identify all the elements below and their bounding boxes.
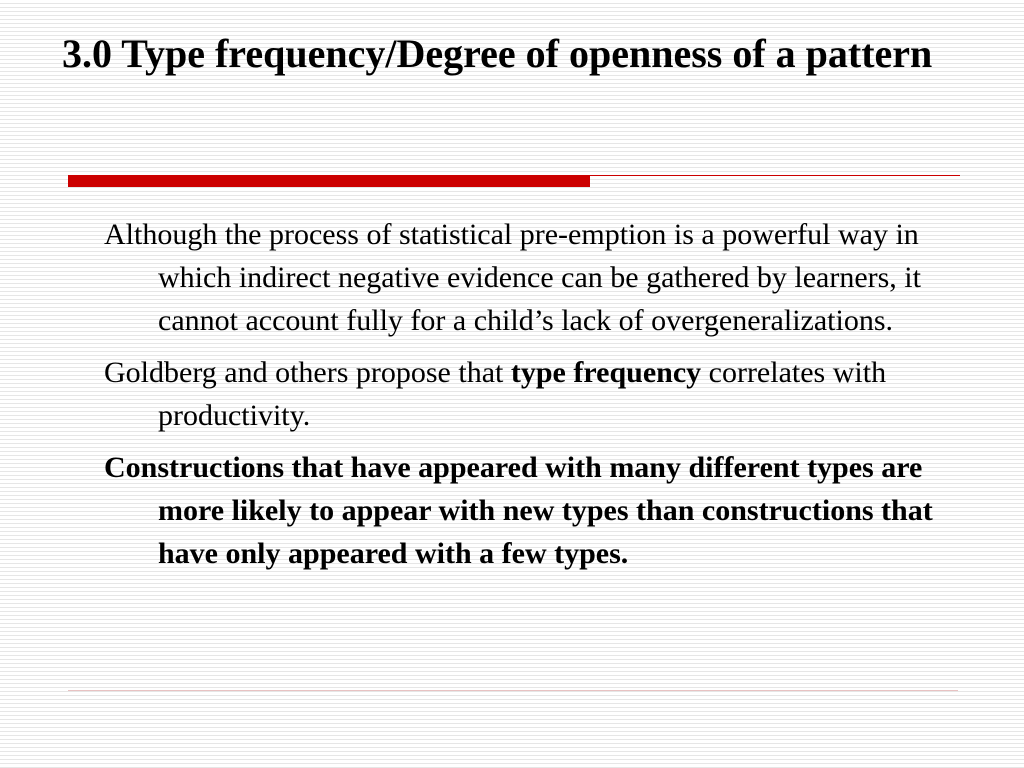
paragraph-type-frequency-lead: Goldberg and others propose that xyxy=(104,356,511,389)
type-frequency-emphasis: type frequency xyxy=(510,356,702,389)
paragraph-type-frequency-tail: correlates with productivity. xyxy=(158,356,887,432)
paragraph-type-frequency xyxy=(104,351,984,437)
paragraph-constructions-claim: Constructions that have appeared with many different types are more likely to appear with new types than constructions that have only appeared with a few types. xyxy=(104,451,933,570)
title-accent-line xyxy=(590,175,960,176)
slide-body xyxy=(104,213,984,584)
paragraph-statistical-pre-emption: Although the process of statistical pre-emption is a powerful way in which indirect negative evidence can be gathered by learners, it cannot account fully for a child’s lack of overgeneralizations. xyxy=(104,218,921,337)
title-accent-bar xyxy=(68,175,590,187)
slide-title: 3.0 Type frequency/Degree of openness of a pattern xyxy=(62,31,933,76)
footer-divider xyxy=(68,690,958,691)
